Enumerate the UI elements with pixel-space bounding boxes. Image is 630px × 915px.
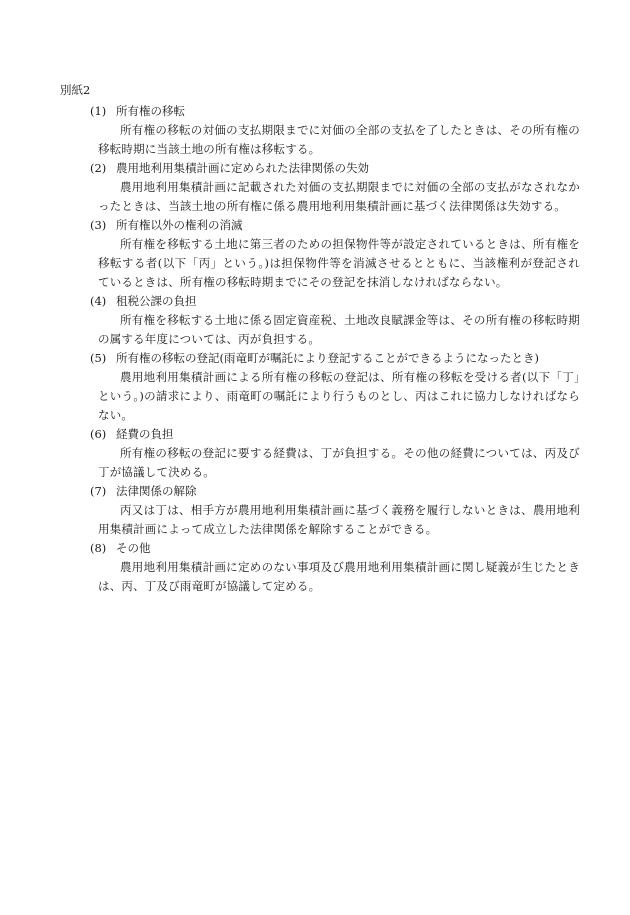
section-5 bbox=[60, 349, 580, 425]
section-title: その他 bbox=[116, 541, 151, 555]
section-body: 所有権を移転する土地に第三者のための担保物件等が設定されているときは、所有権を移転する者(以下「丙」という。)は担保物件等を消滅させるとともに、当該権利が登記されているときは、所有権の移転時期までにその登記を抹消しなければならない。 bbox=[98, 237, 580, 289]
section-number: (7) bbox=[90, 484, 107, 498]
document-page bbox=[60, 81, 580, 596]
section-body: 農用地利用集積計画に記載された対価の支払期限までに対価の全部の支払がなされなかったときは、当該土地の所有権に係る農用地利用集積計画に基づく法律関係は失効する。 bbox=[98, 180, 580, 213]
section-body: 所有権の移転の対価の支払期限までに対価の全部の支払を了したときは、その所有権の移転時期に当該土地の所有権は移転する。 bbox=[98, 123, 580, 156]
section-number: (5) bbox=[90, 351, 107, 365]
section-number: (6) bbox=[90, 427, 107, 441]
document-label: 別紙2 bbox=[60, 83, 91, 97]
section-title: 経費の負担 bbox=[116, 427, 174, 441]
section-number: (1) bbox=[90, 104, 107, 118]
section-4 bbox=[60, 292, 580, 349]
section-heading bbox=[60, 216, 580, 235]
section-title: 農用地利用集積計画に定められた法律関係の失効 bbox=[116, 161, 369, 175]
section-2 bbox=[60, 159, 580, 216]
section-heading bbox=[60, 102, 580, 121]
section-body: 所有権の移転の登記に要する経費は、丁が負担する。その他の経費については、丙及び丁が協議して決める。 bbox=[98, 446, 580, 479]
section-number: (4) bbox=[90, 294, 107, 308]
section-body: 農用地利用集積計画に定めのない事項及び農用地利用集積計画に関し疑義が生じたときは、丙、丁及び雨竜町が協議して定める。 bbox=[98, 560, 580, 593]
section-heading bbox=[60, 425, 580, 444]
section-heading bbox=[60, 349, 580, 368]
section-6 bbox=[60, 425, 580, 482]
section-heading bbox=[60, 292, 580, 311]
section-title: 所有権以外の権利の消滅 bbox=[116, 218, 243, 232]
section-title: 租税公課の負担 bbox=[116, 294, 197, 308]
section-body: 丙又は丁は、相手方が農用地利用集積計画に基づく義務を履行しないときは、農用地利用集積計画によって成立した法律関係を解除することができる。 bbox=[98, 503, 580, 536]
section-body: 所有権を移転する土地に係る固定資産税、土地改良賦課金等は、その所有権の移転時期の属する年度については、丙が負担する。 bbox=[98, 313, 580, 346]
section-title: 法律関係の解除 bbox=[116, 484, 197, 498]
section-heading bbox=[60, 482, 580, 501]
section-1 bbox=[60, 102, 580, 159]
section-number: (8) bbox=[90, 541, 107, 555]
section-heading bbox=[60, 159, 580, 178]
section-3 bbox=[60, 216, 580, 292]
section-title: 所有権の移転 bbox=[116, 104, 185, 118]
section-heading bbox=[60, 539, 580, 558]
section-body: 農用地利用集積計画による所有権の移転の登記は、所有権の移転を受ける者(以下「丁」という。)の請求により、雨竜町の嘱託により行うものとし、丙はこれに協力しなければならない。 bbox=[98, 370, 580, 422]
section-number: (3) bbox=[90, 218, 107, 232]
section-title: 所有権の移転の登記(雨竜町が嘱託により登記することができるようになったとき) bbox=[116, 351, 539, 365]
section-number: (2) bbox=[90, 161, 107, 175]
section-8 bbox=[60, 539, 580, 596]
section-7 bbox=[60, 482, 580, 539]
